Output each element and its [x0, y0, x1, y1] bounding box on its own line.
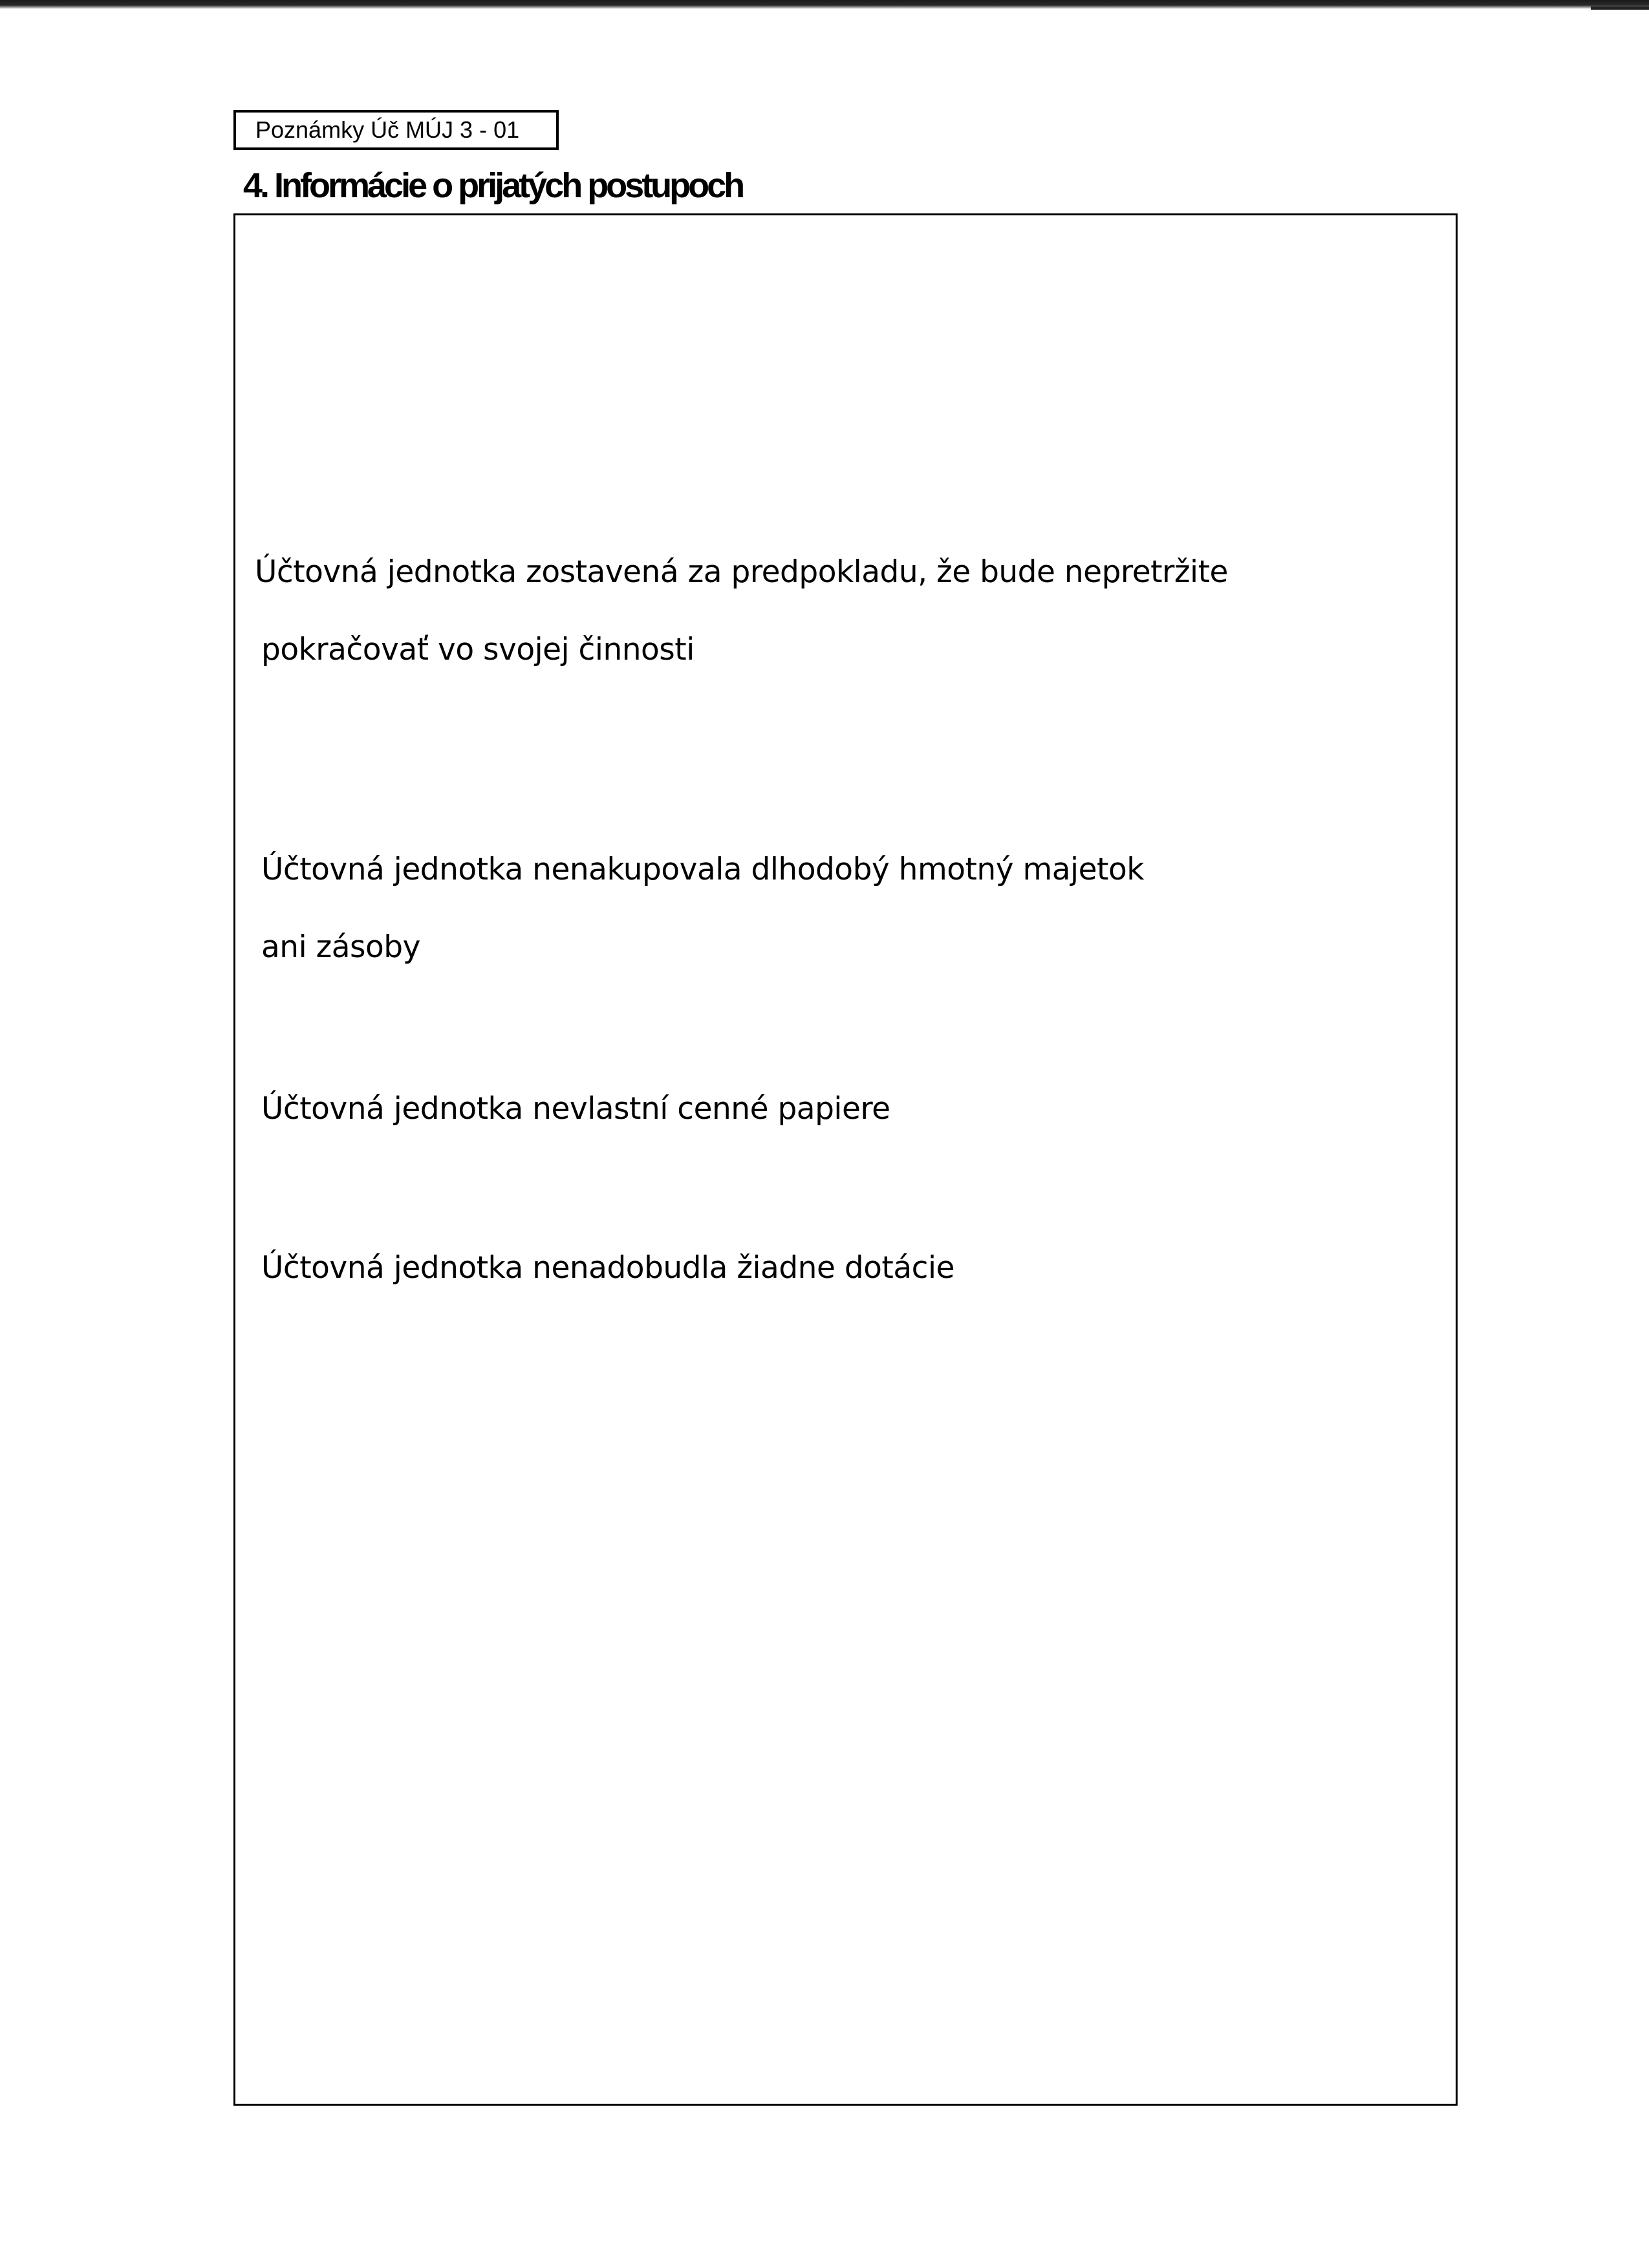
paragraph-going-concern-line2: pokračovať vo svojej činnosti: [261, 632, 695, 667]
form-code-label: Poznámky Úč MÚJ 3 - 01: [233, 110, 559, 150]
scan-edge-top-right: [1591, 6, 1649, 10]
paragraph-securities: Účtovná jednotka nevlastní cenné papiere: [261, 1091, 890, 1127]
paragraph-assets-line2: ani zásoby: [261, 929, 420, 965]
section-heading: 4. Informácie o prijatých postupoch: [243, 166, 743, 205]
scan-edge-top: [0, 0, 1649, 9]
paragraph-assets-line1: Účtovná jednotka nenakupovala dlhodobý hmotný majetok: [261, 852, 1144, 887]
paragraph-subsidies: Účtovná jednotka nenadobudla žiadne dotácie: [261, 1250, 954, 1286]
paragraph-going-concern-line1: Účtovná jednotka zostavená za predpokladu, že bude nepretržite: [255, 554, 1228, 590]
content-box: [233, 213, 1458, 2106]
